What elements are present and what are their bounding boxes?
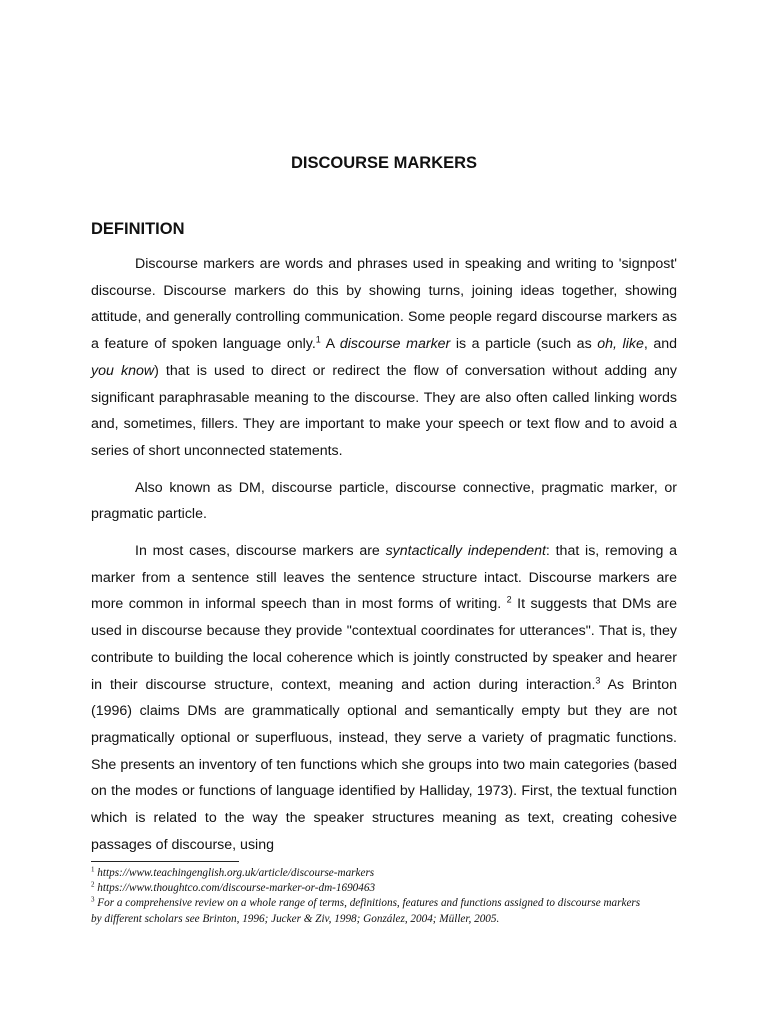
paragraph-1-text: , and bbox=[643, 336, 678, 353]
italic-example: you know bbox=[91, 362, 155, 379]
italic-term: discourse marker bbox=[339, 336, 451, 353]
footnote-item bbox=[91, 896, 651, 926]
body-text bbox=[91, 251, 677, 868]
paragraph-3-text: As Brinton (1996) claims DMs are grammatically optional and semantically empty but they are not pragmatically optional or superfluous, instead, they serve a variety of pragmatic functions. She presents an inventory of ten functions which she groups into two main categories (based on the modes or functions of language identified by Halliday, 1973). First, the textual function which is related to the way the speaker structures meaning as text, creating cohesive passages of discourse, using bbox=[91, 676, 678, 853]
footnote-text: https://www.thoughtco.com/discourse-marker-or-dm-1690463 bbox=[94, 882, 376, 895]
paragraph-1-text: Discourse markers are words and phrases used in speaking and writing to 'signpost' discourse. Discourse markers do this by showing turns, joining ideas together, showing attitude, and generally controlling communication. Some people regard discourse markers as a feature of spoken language only. bbox=[91, 256, 677, 353]
footnote-item bbox=[91, 866, 651, 881]
paragraph-syntactic-independence bbox=[91, 538, 677, 858]
paragraph-3-text: It suggests that DMs are used in discourse because they provide "contextual coordinates for utterances". That is, they contribute to building the local coherence which is jointly constructed by speaker and hearer in their discourse structure, context, meaning and action during interaction. bbox=[91, 596, 677, 693]
footnotes-section bbox=[91, 866, 651, 927]
paragraph-3-text: In most cases, discourse markers are bbox=[135, 543, 386, 560]
paragraph-1-text: is a particle (such as bbox=[450, 336, 598, 353]
footnote-text: For a comprehensive review on a whole range of terms, definitions, features and functions assigned to discourse markers by different scholars see Brinton, 1996; Jucker & Ziv, 1998; González, 2004; Müller, 2005. bbox=[91, 897, 641, 925]
page-title: DISCOURSE MARKERS bbox=[290, 154, 478, 172]
footnote-reference: 3 bbox=[595, 674, 601, 685]
footnote-divider bbox=[91, 861, 239, 862]
footnote-number: 1 bbox=[91, 865, 95, 874]
section-heading-definition: DEFINITION bbox=[91, 220, 185, 238]
footnote-text: https://www.teachingenglish.org.uk/article/discourse-markers bbox=[94, 867, 375, 879]
italic-emphasis: syntactically independent bbox=[385, 543, 546, 560]
footnote-number: 3 bbox=[91, 895, 95, 904]
footnote-reference: 2 bbox=[506, 594, 512, 605]
footnote-item bbox=[91, 881, 651, 896]
italic-example: oh, like bbox=[597, 336, 644, 353]
paragraph-1-text: ) that is used to direct or redirect the flow of conversation without adding any significant paraphrasable meaning to the discourse. They are also often called linking words and, sometimes, fillers. They are important to make your speech or text flow and to avoid a series of short unconnected statements. bbox=[91, 362, 678, 459]
footnote-reference: 1 bbox=[315, 334, 321, 345]
paragraph-also-known-as: Also known as DM, discourse particle, discourse connective, pragmatic marker, or pragmatic particle. bbox=[91, 479, 677, 523]
paragraph-1-text: A bbox=[320, 336, 340, 353]
paragraph-definition bbox=[91, 251, 677, 465]
footnote-number: 2 bbox=[91, 880, 95, 889]
paragraph-3-text: : that is, removing a marker from a sentence still leaves the sentence structure intact. Discourse markers are more common in informal speech than in most forms of writing. bbox=[91, 543, 677, 613]
